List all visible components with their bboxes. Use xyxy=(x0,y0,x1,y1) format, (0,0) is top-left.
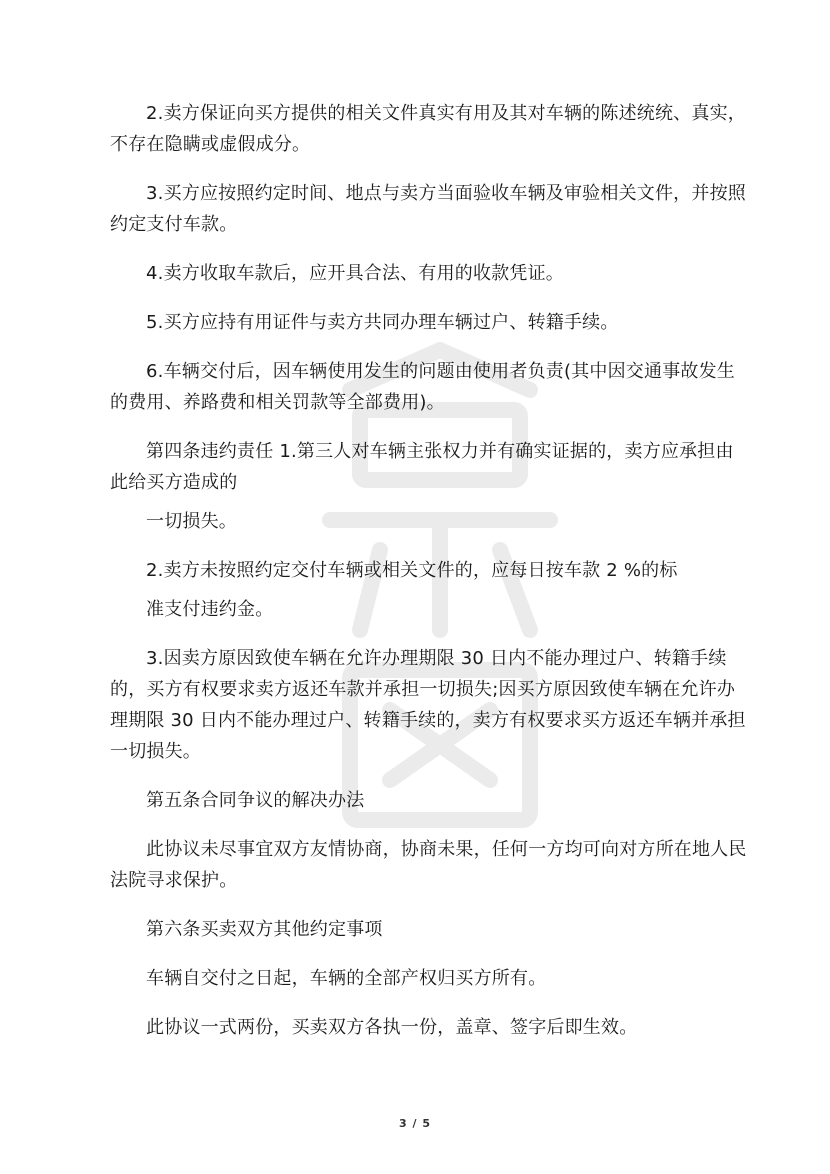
clause-paragraph: 准支付违约金。 xyxy=(146,599,274,620)
clause-paragraph: 3.因卖方原因致使车辆在允许办理期限 30 日内不能办理过户、转籍手续的，买方有权要求卖方返还车款并承担一切损失;因买方原因致使车辆在允许办理期限 30 日内不能办理过户、转籍手续的，卖方有权要求买方返还车辆并承担一切损失。 xyxy=(110,648,746,762)
clause-paragraph: 4.卖方收取车款后，应开具合法、有用的收款凭证。 xyxy=(146,263,564,284)
article-heading: 第四条违约责任 1.第三人对车辆主张权力并有确实证据的，卖方应承担由此给买方造成的 xyxy=(110,441,734,493)
clause-paragraph: 3.买方应按照约定时间、地点与卖方当面验收车辆及审验相关文件，并按照约定支付车款。 xyxy=(110,183,746,235)
clause-paragraph: 2.卖方保证向买方提供的相关文件真实有用及其对车辆的陈述统统、真实，不存在隐瞒或虚假成分。 xyxy=(110,103,746,155)
clause-paragraph: 6.车辆交付后，因车辆使用发生的问题由使用者负责(其中因交通事故发生的费用、养路费和相关罚款等全部费用)。 xyxy=(110,361,735,413)
clause-paragraph: 一切损失。 xyxy=(146,511,237,532)
article-heading: 第六条买卖双方其他约定事项 xyxy=(146,919,383,940)
article-heading: 第五条合同争议的解决办法 xyxy=(146,790,365,811)
clause-paragraph: 车辆自交付之日起，车辆的全部产权归买方所有。 xyxy=(146,968,547,989)
clause-paragraph: 2.卖方未按照约定交付车辆或相关文件的，应每日按车款 2 %的标 xyxy=(146,560,678,581)
clause-paragraph: 此协议未尽事宜双方友情协商，协商未果，任何一方均可向对方所在地人民法院寻求保护。 xyxy=(110,839,747,891)
page-number: 3 / 5 xyxy=(399,1117,431,1130)
clause-paragraph: 此协议一式两份，买卖双方各执一份，盖章、签字后即生效。 xyxy=(146,1017,638,1038)
document-body xyxy=(110,98,750,1061)
clause-paragraph: 5.买方应持有用证件与卖方共同办理车辆过户、转籍手续。 xyxy=(146,312,619,333)
